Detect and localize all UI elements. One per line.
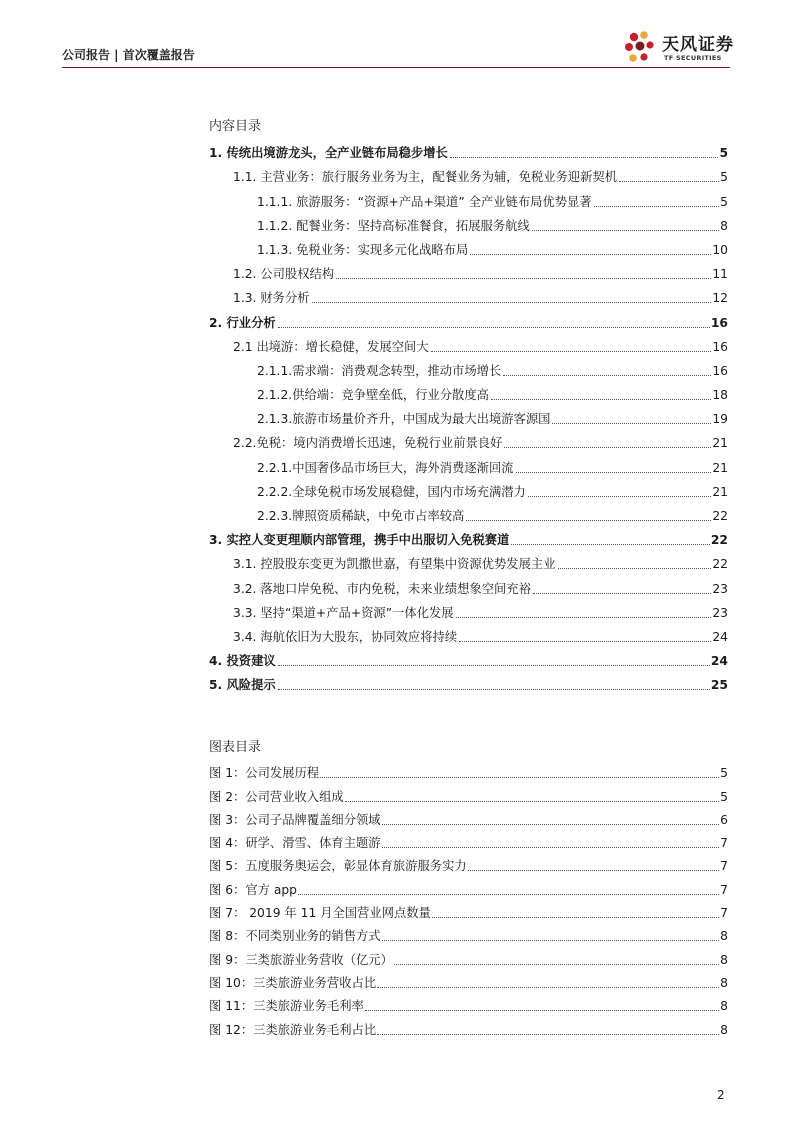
figure-entry[interactable] [209, 898, 728, 921]
toc-entry-title: 1.3. 财务分析 [233, 291, 310, 306]
toc-entry-page: 16 [712, 339, 728, 354]
toc-leader-dots [528, 496, 712, 497]
logo-petal [640, 53, 647, 60]
toc-entry-page: 18 [712, 388, 728, 403]
toc-entry-title: 3.3. 坚持“渠道+产品+资源”一体化发展 [233, 605, 454, 620]
toc-leader-dots [459, 641, 711, 642]
figure-entry-page: 5 [720, 766, 728, 781]
logo-petal [625, 43, 633, 51]
figure-leader-dots [365, 1010, 719, 1011]
figure-entry-page: 8 [720, 999, 728, 1014]
figure-entry-page: 8 [720, 975, 728, 990]
toc-entry[interactable] [209, 331, 728, 355]
figure-entry-page: 7 [720, 859, 728, 874]
toc-entry[interactable] [209, 403, 728, 427]
toc-leader-dots [312, 302, 712, 303]
figure-leader-dots [377, 987, 719, 988]
toc-leader-dots [504, 447, 711, 448]
toc-leader-dots [533, 593, 711, 594]
toc-title: 内容目录 [209, 119, 262, 134]
figure-index [209, 738, 728, 1038]
toc-leader-dots [336, 278, 711, 279]
figure-entry-page: 8 [720, 952, 728, 967]
figure-leader-dots [382, 824, 720, 825]
toc-entry-page: 21 [712, 460, 728, 475]
toc-entry[interactable] [209, 621, 728, 645]
toc-entry-title: 2.2.2.全球免税市场发展稳健，国内市场充满潜力 [257, 484, 526, 499]
toc-entry-title: 2. 行业分析 [209, 315, 276, 330]
toc-entry-title: 2.1 出境游：增长稳健，发展空间大 [233, 339, 429, 354]
toc-entry[interactable] [209, 137, 728, 161]
toc-leader-dots [511, 544, 710, 545]
toc-leader-dots [456, 617, 712, 618]
toc-entry-title: 3.2. 落地口岸免税、市内免税，未来业绩想象空间充裕 [233, 581, 531, 596]
toc-entry-page: 22 [712, 557, 728, 572]
figure-entry-page: 7 [720, 836, 728, 851]
toc-leader-dots [470, 254, 711, 255]
figure-leader-dots [432, 917, 719, 918]
toc-leader-dots [431, 351, 712, 352]
toc-entry-page: 12 [712, 291, 728, 306]
figure-leader-dots [382, 847, 720, 848]
toc-leader-dots [278, 665, 710, 666]
figure-leader-dots [298, 894, 719, 895]
toc-entry-page: 5 [719, 146, 728, 161]
figure-leader-dots [377, 1034, 719, 1035]
page-number: 2 [717, 1088, 725, 1102]
toc-leader-dots [466, 520, 711, 521]
toc-entry[interactable] [209, 669, 728, 693]
toc-entry[interactable] [209, 524, 728, 548]
toc-entry-title: 3.4. 海航依旧为大股东，协同效应将持续 [233, 629, 458, 644]
figure-entry-title: 图 1：公司发展历程 [209, 766, 320, 781]
figure-entry[interactable] [209, 805, 728, 828]
toc-entry-title: 2.2.3.牌照资质稀缺，中免市占率较高 [257, 509, 465, 523]
figure-leader-dots [382, 940, 720, 941]
report-type-label: 公司报告 | 首次覆盖报告 [62, 48, 195, 62]
toc-entry[interactable] [209, 500, 728, 524]
figure-entry-title: 图 10：三类旅游业务营收占比 [209, 975, 377, 990]
figure-leader-dots [394, 964, 719, 965]
toc-leader-dots [503, 375, 711, 376]
toc-entry[interactable] [209, 379, 728, 403]
logo-petal [646, 41, 653, 48]
figure-entry-page: 8 [720, 1022, 728, 1037]
toc-entry[interactable] [209, 234, 728, 258]
toc-entry[interactable] [209, 161, 728, 185]
toc-entry-page: 24 [710, 654, 728, 669]
toc-entry-page: 24 [712, 629, 728, 644]
figure-entry-title: 图 2：公司营业收入组成 [209, 789, 344, 804]
figure-entry-page: 7 [720, 906, 728, 921]
toc-entry-title: 1.2. 公司股权结构 [233, 267, 335, 282]
toc-entry[interactable] [209, 210, 728, 234]
toc-entry-page: 5 [720, 194, 728, 209]
figure-entry[interactable] [209, 991, 728, 1014]
toc-leader-dots [516, 472, 712, 473]
toc-entry-page: 16 [712, 363, 728, 378]
toc-entry-title: 5. 风险提示 [209, 678, 276, 693]
toc-entry-title: 1.1. 主营业务：旅行服务业务为主，配餐业务为辅，免税业务迎新契机 [233, 170, 617, 185]
figure-entry-title: 图 5：五度服务奥运会，彰显体育旅游服务实力 [209, 859, 467, 874]
logo-text-en: TF SECURITIES [664, 54, 722, 62]
toc-entry-title: 2.1.3.旅游市场量价齐升，中国成为最大出境游客源国 [257, 412, 551, 427]
toc-list [209, 137, 728, 693]
toc-leader-dots [278, 689, 710, 690]
figure-entry[interactable] [209, 1014, 728, 1037]
toc-entry-title: 2.2.免税：境内消费增长迅速，免税行业前景良好 [233, 436, 503, 451]
toc-leader-dots [558, 568, 712, 569]
toc-entry-page: 21 [712, 436, 728, 451]
figure-entry[interactable] [209, 944, 728, 967]
table-of-contents [209, 117, 728, 693]
toc-entry[interactable] [209, 355, 728, 379]
toc-entry[interactable] [209, 258, 728, 282]
toc-leader-dots [491, 399, 711, 400]
company-logo [622, 28, 732, 68]
toc-entry[interactable] [209, 645, 728, 669]
toc-entry-page: 23 [712, 605, 728, 620]
figure-entry-title: 图 7： 2019 年 11 月全国营业网点数量 [209, 906, 431, 921]
toc-entry-page: 22 [712, 509, 728, 523]
toc-entry-page: 8 [720, 218, 728, 233]
figure-entry-page: 6 [720, 812, 728, 827]
toc-entry-title: 1. 传统出境游龙头，全产业链布局稳步增长 [209, 146, 448, 161]
toc-leader-dots [278, 327, 710, 328]
toc-entry[interactable] [209, 282, 728, 306]
figure-entry[interactable] [209, 781, 728, 804]
toc-entry-title: 3. 实控人变更理顺内部管理，携手中出服切入免税赛道 [209, 533, 510, 548]
toc-entry-page: 11 [712, 267, 728, 282]
figure-index-title: 图表目录 [209, 740, 262, 755]
toc-leader-dots [619, 181, 719, 182]
logo-petal [630, 33, 638, 41]
figure-entry-title: 图 4：研学、滑雪、体育主题游 [209, 836, 381, 851]
toc-entry-page: 10 [712, 242, 728, 257]
toc-entry-title: 1.1.1. 旅游服务：“资源+产品+渠道” 全产业链布局优势显著 [257, 194, 592, 209]
figure-list [209, 758, 728, 1038]
toc-leader-dots [450, 157, 719, 158]
figure-entry-title: 图 6：官方 app [209, 882, 297, 897]
toc-entry-page: 19 [712, 412, 728, 427]
toc-entry[interactable] [209, 548, 728, 572]
figure-entry[interactable] [209, 968, 728, 991]
figure-entry-page: 8 [720, 929, 728, 944]
toc-entry-title: 2.1.2.供给端：竞争壁垒低，行业分散度高 [257, 388, 489, 403]
logo-petal [640, 31, 648, 39]
figure-entry[interactable] [209, 874, 728, 897]
toc-entry-page: 22 [710, 533, 728, 548]
toc-entry-title: 4. 投资建议 [209, 654, 276, 669]
figure-entry-title: 图 3：公司子品牌覆盖细分领域 [209, 812, 381, 827]
figure-leader-dots [320, 777, 719, 778]
logo-text-cn: 天风证券 [662, 35, 734, 55]
toc-leader-dots [532, 230, 719, 231]
figure-entry[interactable] [209, 851, 728, 874]
toc-entry-page: 16 [710, 315, 728, 330]
toc-entry-title: 1.1.3. 免税业务：实现多元化战略布局 [257, 242, 469, 257]
toc-entry-page: 23 [712, 581, 728, 596]
figure-entry-title: 图 12：三类旅游业务毛利占比 [209, 1022, 377, 1037]
figure-entry-page: 7 [720, 882, 728, 897]
figure-entry-title: 图 8：不同类别业务的销售方式 [209, 929, 381, 944]
toc-entry[interactable] [209, 427, 728, 451]
toc-entry-title: 3.1. 控股股东变更为凯撒世嘉，有望集中资源优势发展主业 [233, 557, 556, 572]
figure-leader-dots [468, 870, 720, 871]
toc-entry-title: 2.2.1.中国奢侈品市场巨大，海外消费逐渐回流 [257, 460, 514, 475]
logo-petal [636, 42, 645, 51]
figure-entry[interactable] [209, 921, 728, 944]
toc-entry[interactable] [209, 476, 728, 500]
toc-entry-page: 5 [720, 170, 728, 185]
toc-entry-page: 25 [710, 678, 728, 693]
figure-entry-title: 图 11：三类旅游业务毛利率 [209, 999, 364, 1014]
figure-entry[interactable] [209, 758, 728, 781]
toc-entry[interactable] [209, 451, 728, 475]
figure-leader-dots [345, 801, 719, 802]
toc-leader-dots [594, 206, 720, 207]
toc-entry-title: 2.1.1.需求端：消费观念转型，推动市场增长 [257, 363, 502, 378]
toc-entry-title: 1.1.2. 配餐业务：坚持高标准餐食，拓展服务航线 [257, 218, 530, 233]
toc-entry[interactable] [209, 306, 728, 330]
logo-petal [629, 54, 637, 62]
toc-entry[interactable] [209, 572, 728, 596]
logo-flower-icon [622, 28, 660, 68]
figure-entry-page: 5 [720, 789, 728, 804]
figure-entry[interactable] [209, 828, 728, 851]
figure-entry-title: 图 9：三类旅游业务营收（亿元） [209, 952, 393, 967]
toc-entry-page: 21 [712, 484, 728, 499]
toc-entry[interactable] [209, 597, 728, 621]
toc-entry[interactable] [209, 185, 728, 209]
toc-leader-dots [552, 423, 711, 424]
